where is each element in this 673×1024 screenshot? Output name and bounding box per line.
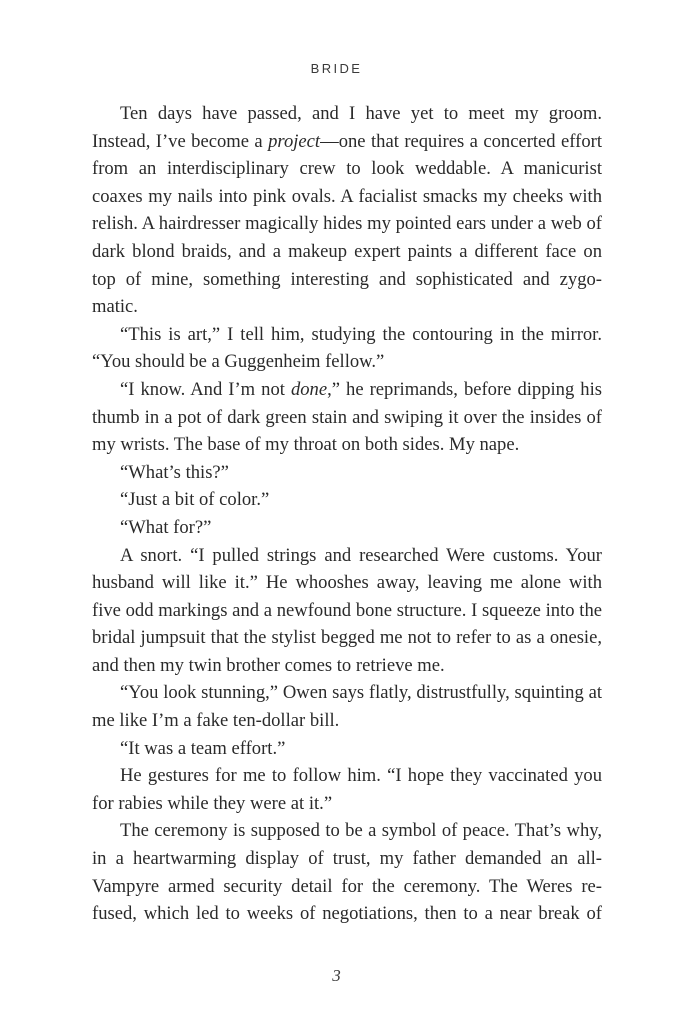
text-run: A snort. “I pulled strings and researched Were customs. Your husband will like it.” He whooshes away, leaving me alone with five odd markings and a newfound bone structure. I squeeze into the bridal jumpsuit that the stylist begged me not to refer to as a onesie, and then my twin brother comes to retrieve me.	[92, 544, 602, 676]
paragraph	[92, 459, 602, 487]
italic-text: project	[268, 130, 321, 152]
paragraph	[92, 542, 602, 680]
text-run: “This is art,” I tell him, studying the contouring in the mirror. “You should be a Guggenheim fellow.”	[92, 323, 602, 373]
italic-text: done	[290, 378, 328, 400]
text-run: “You look stunning,” Owen says flatly, distrustfully, squinting at me like I’m a fake ten-dollar bill.	[92, 682, 602, 732]
paragraph	[92, 514, 602, 542]
page-number: 3	[332, 966, 341, 985]
text-run: Ten days have passed, and I have yet to meet my groom. Instead, I’ve become a	[92, 103, 602, 152]
body-text	[92, 100, 602, 928]
text-run: The ceremony is supposed to be a symbol of peace. That’s why, in a heartwarming display of trust, my father demanded an all-Vampyre armed security detail for the ceremony. The Weres re-fused, which led to weeks of negotiations, then to a near break of	[92, 820, 602, 925]
text-run: “What’s this?”	[120, 461, 229, 483]
text-run: He gestures for me to follow him. “I hope they vaccinated you for rabies while they were at it.”	[92, 765, 602, 814]
paragraph	[92, 376, 602, 459]
paragraph	[92, 486, 602, 514]
text-run: “It was a team effort.”	[120, 737, 286, 759]
paragraph	[92, 817, 602, 927]
text-run: “I know. And I’m not	[120, 378, 291, 400]
text-run: —one that requires a concerted effort from an interdisciplinary crew to look weddable. A manicurist coaxes my nails into pink ovals. A facialist smacks my cheeks with relish. A hairdresser magically hides my pointed ears under a web of dark blond braids, and a makeup expert paints a different face on top of mine, something interesting and sophisticated and zygo-matic.	[92, 130, 603, 318]
running-head: BRIDE	[310, 61, 363, 76]
text-run: ,” he reprimands, before dipping his thumb in a pot of dark green stain and swiping it over the insides of my wrists. The base of my throat on both sides. My nape.	[92, 378, 602, 456]
paragraph	[92, 762, 602, 817]
text-run: “Just a bit of color.”	[120, 489, 270, 511]
paragraph	[92, 735, 602, 763]
text-run: “What for?”	[120, 516, 212, 538]
paragraph	[92, 100, 602, 321]
paragraph	[92, 679, 602, 734]
paragraph	[92, 321, 602, 376]
